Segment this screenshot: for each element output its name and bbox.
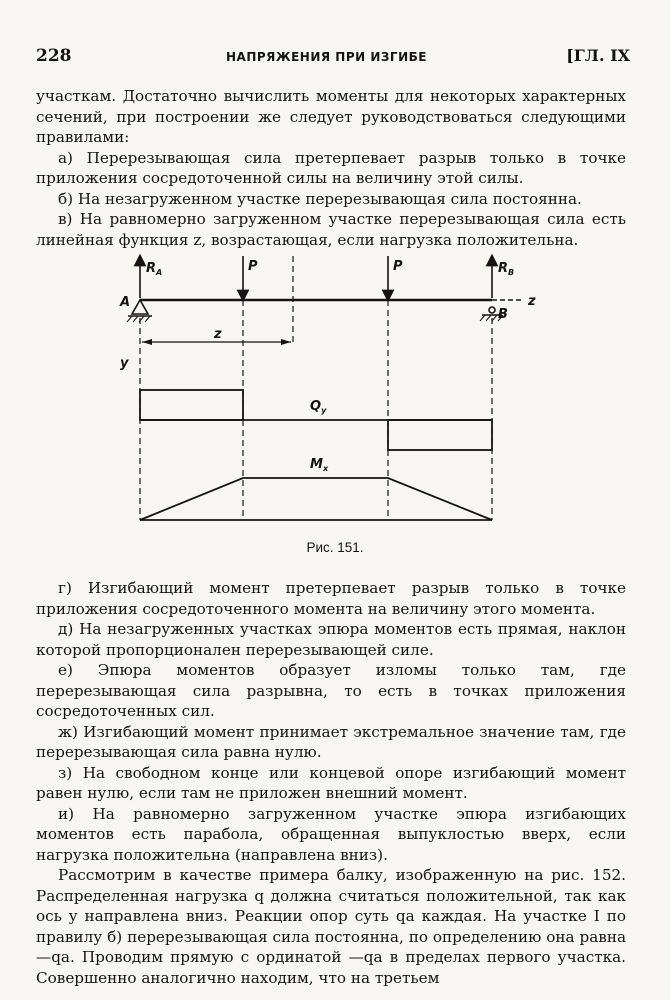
label-ra: $R_A$ [146, 261, 163, 277]
support-a [132, 300, 148, 314]
figure-caption: Рис. 151. [306, 540, 364, 555]
mx-polyline [140, 478, 492, 520]
label-mx: $M_x$ [310, 457, 329, 473]
rule-zh: ж) Изгибающий момент принимает экстремальное значение там, где перерезывающая сила равна нулю. [36, 722, 626, 761]
label-z-axis: z [528, 294, 536, 309]
label-rb: $R_B$ [498, 261, 515, 277]
label-p2: P [393, 259, 403, 274]
example-paragraph: Рассмотрим в качестве примера балку, изображенную на рис. 152. Распределенная нагрузка q должна считаться положительной, так как ось y направлена вниз. Реакции опор суть qa каждая. На участке I по правилу б) перерезывающая сила постоянна, по определению она равна —qa. Проводим прямую с ординатой —qa в пределах первого участка. Совершенно аналогично находим, что на третьем [36, 866, 626, 987]
rule-z: з) На свободном конце или концевой опоре изгибающий момент равен нулю, если там не приложен внешний момент. [36, 763, 626, 802]
rule-e: е) Эпюра моментов образует изломы только там, где перерезывающая сила разрывна, то есть в точках приложения сосредоточенных сил. [36, 661, 626, 720]
support-b-roller [489, 307, 495, 313]
qy-positive-block [140, 390, 243, 420]
label-y: y [120, 356, 129, 371]
support-a-hatch [127, 316, 150, 322]
label-z-dim: z [214, 327, 222, 342]
rule-g: г) Изгибающий момент претерпевает разрыв только в точке приложения сосредоточенного момента на величину этого момента. [36, 579, 626, 618]
rule-d: д) На незагруженных участках эпюра моментов есть прямая, наклон которой пропорционален перерезывающей силе. [36, 620, 626, 659]
rule-v: в) На равномерно загруженном участке перерезывающая сила есть линейная функция z, возрастающая, если нагрузка положительна. [36, 210, 626, 249]
running-title: НАПРЯЖЕНИЯ ПРИ ИЗГИБЕ [226, 50, 427, 64]
text-block-bottom [36, 578, 626, 988]
page-header [36, 46, 630, 70]
label-b: B [498, 307, 508, 322]
rule-a: а) Перерезывающая сила претерпевает разрыв только в точке приложения сосредоточенной силы на величину этой силы. [36, 148, 626, 187]
label-p1: P [248, 259, 258, 274]
rule-i: и) На равномерно загруженном участке эпюра изгибающих моментов есть парабола, обращенная выпуклостью вверх, если нагрузка положительна (направлена вниз). [36, 804, 626, 864]
rule-b: б) На незагруженном участке перерезывающая сила постоянна. [58, 189, 582, 208]
beam-diagram [110, 248, 550, 538]
chapter-label: [ГЛ. IX [566, 46, 630, 65]
qy-negative-block [388, 420, 492, 450]
text-block-top [36, 86, 626, 250]
figure-151 [110, 248, 550, 538]
label-a: A [120, 295, 131, 310]
page-number: 228 [36, 46, 72, 66]
label-qy: $Q_y$ [310, 399, 327, 415]
top-paragraph: участкам. Достаточно вычислить моменты для некоторых характерных сечений, при построении же следует руководствоваться следующими правилами: [36, 87, 626, 146]
